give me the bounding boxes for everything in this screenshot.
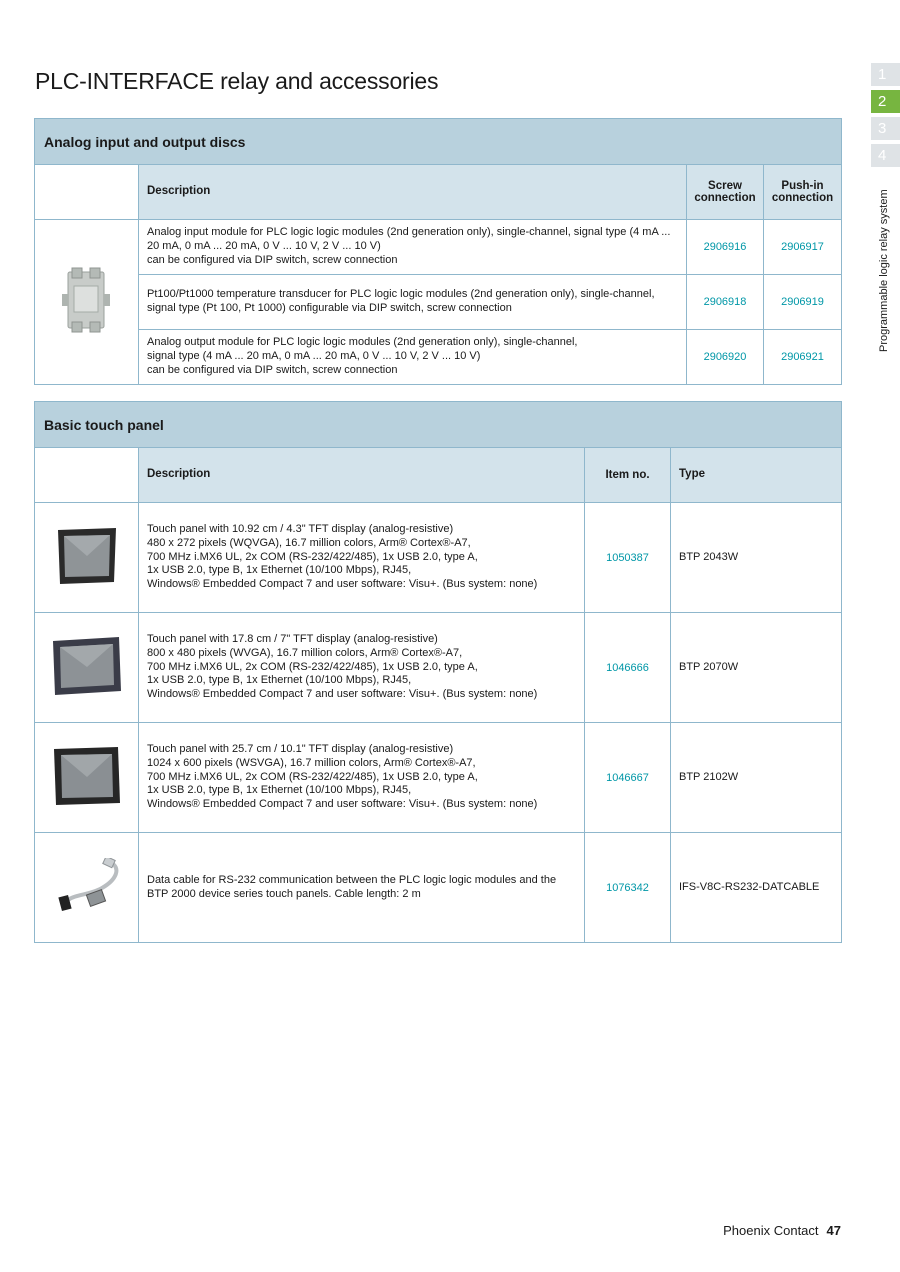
desc-line: 1x USB 2.0, type B, 1x Ethernet (10/100 Mbps), RJ45, [147,674,412,687]
touch-panel-small-icon [54,526,120,586]
col-description: Description [139,448,585,503]
type-value: BTP 2102W [671,723,842,833]
desc-line: 480 x 272 pixels (WQVGA), 16.7 million colors, Arm® Cortex®-A7, [147,536,471,549]
desc-line: 700 MHz i.MX6 UL, 2x COM (RS-232/422/485), 1x USB 2.0, type A, [147,660,478,673]
desc-line: BTP 2000 device series touch panels. Cable length: 2 m [147,887,421,900]
table-row [35,613,842,723]
touch-desc [139,833,585,943]
desc-line: 1x USB 2.0, type B, 1x Ethernet (10/100 Mbps), RJ45, [147,564,412,577]
col-item-no: Item no. [585,448,671,503]
desc-line: Touch panel with 17.8 cm / 7" TFT display (analog-resistive) [147,633,438,646]
desc-line: can be configured via DIP switch, screw connection [147,253,398,266]
item-no-link[interactable]: 1046667 [585,723,671,833]
table-row [35,330,842,385]
touch-heading: Basic touch panel [35,402,842,448]
table-row [35,503,842,613]
chapter-tab-1[interactable]: 1 [871,63,900,86]
table-row [35,723,842,833]
desc-line: Data cable for RS-232 communication between the PLC logic logic modules and the [147,873,557,886]
product-image [35,723,139,833]
pushin-item-link[interactable]: 2906919 [764,275,842,330]
din-rail-module-icon [60,266,114,336]
desc-line: Analog input module for PLC logic logic modules (2nd generation only), single-channel, signal type (4 mA ... [147,226,671,239]
desc-line: 800 x 480 pixels (WVGA), 16.7 million colors, Arm® Cortex®-A7, [147,646,463,659]
touch-desc [139,613,585,723]
item-no-link[interactable]: 1050387 [585,503,671,613]
chapter-tab-3[interactable]: 3 [871,117,900,140]
screw-item-link[interactable]: 2906918 [687,275,764,330]
chapter-tabs [871,63,900,171]
desc-line: Pt100/Pt1000 temperature transducer for PLC logic logic modules (2nd generation only), single-channel, [147,288,655,301]
desc-line: signal type (Pt 100, Pt 1000) configurable via DIP switch, screw connection [147,302,512,314]
col-description: Description [139,165,687,220]
chapter-tab-4[interactable]: 4 [871,144,900,167]
touch-desc [139,723,585,833]
col-screw [687,165,764,220]
table-row [35,275,842,330]
footer-brand: Phoenix Contact [723,1223,819,1238]
product-image [35,503,139,613]
col-screw-line2: connection [694,192,756,204]
analog-table [34,118,842,385]
desc-line: Windows® Embedded Compact 7 and user software: Visu+. (Bus system: none) [147,688,538,701]
header-blank [35,165,139,220]
desc-line: Windows® Embedded Compact 7 and user software: Visu+. (Bus system: none) [147,578,538,591]
type-value: BTP 2070W [671,613,842,723]
col-pushin-line1: Push-in [781,180,824,192]
page-number: 47 [826,1223,841,1238]
side-section-label [875,189,895,530]
analog-heading: Analog input and output discs [35,119,842,165]
analog-desc [139,275,687,330]
touch-panel-table [34,401,842,943]
data-cable-icon [52,858,122,914]
desc-line: can be configured via DIP switch, screw connection [147,363,398,376]
item-no-link[interactable]: 1046666 [585,613,671,723]
touch-panel-large-icon [52,745,122,807]
type-value: BTP 2043W [671,503,842,613]
col-pushin-line2: connection [771,192,834,204]
desc-line: 1024 x 600 pixels (WSVGA), 16.7 million colors, Arm® Cortex®-A7, [147,756,476,769]
desc-line: Touch panel with 10.92 cm / 4.3" TFT display (analog-resistive) [147,523,454,536]
screw-item-link[interactable]: 2906920 [687,330,764,385]
product-image [35,613,139,723]
item-no-link[interactable]: 1076342 [585,833,671,943]
analog-desc [139,330,687,385]
touch-panel-medium-icon [51,635,123,697]
desc-line: 20 mA, 0 mA ... 20 mA, 0 V ... 10 V, 2 V ... 10 V) [147,240,381,253]
desc-line: Windows® Embedded Compact 7 and user software: Visu+. (Bus system: none) [147,798,538,811]
type-value: IFS-V8C-RS232-DATCABLE [671,833,842,943]
desc-line: signal type (4 mA ... 20 mA, 0 mA ... 20 mA, 0 V ... 10 V, 2 V ... 10 V) [147,350,481,363]
col-type: Type [671,448,842,503]
pushin-item-link[interactable]: 2906917 [764,220,842,275]
col-screw-line1: Screw [708,180,742,192]
analog-module-image [35,220,139,385]
desc-line: 700 MHz i.MX6 UL, 2x COM (RS-232/422/485), 1x USB 2.0, type A, [147,550,478,563]
desc-line: 700 MHz i.MX6 UL, 2x COM (RS-232/422/485), 1x USB 2.0, type A, [147,770,478,783]
page-title: PLC-INTERFACE relay and accessories [35,68,439,94]
analog-desc [139,220,687,275]
header-blank [35,448,139,503]
desc-line: 1x USB 2.0, type B, 1x Ethernet (10/100 Mbps), RJ45, [147,784,412,797]
screw-item-link[interactable]: 2906916 [687,220,764,275]
touch-desc [139,503,585,613]
col-pushin [764,165,842,220]
chapter-tab-2[interactable]: 2 [871,90,900,113]
page-footer [723,1223,841,1238]
table-row [35,220,842,275]
desc-line: Touch panel with 25.7 cm / 10.1" TFT display (analog-resistive) [147,743,454,756]
desc-line: Analog output module for PLC logic logic modules (2nd generation only), single-channel, [147,336,578,349]
table-row [35,833,842,943]
product-image [35,833,139,943]
side-section-text: Programmable logic relay system [878,189,890,352]
pushin-item-link[interactable]: 2906921 [764,330,842,385]
